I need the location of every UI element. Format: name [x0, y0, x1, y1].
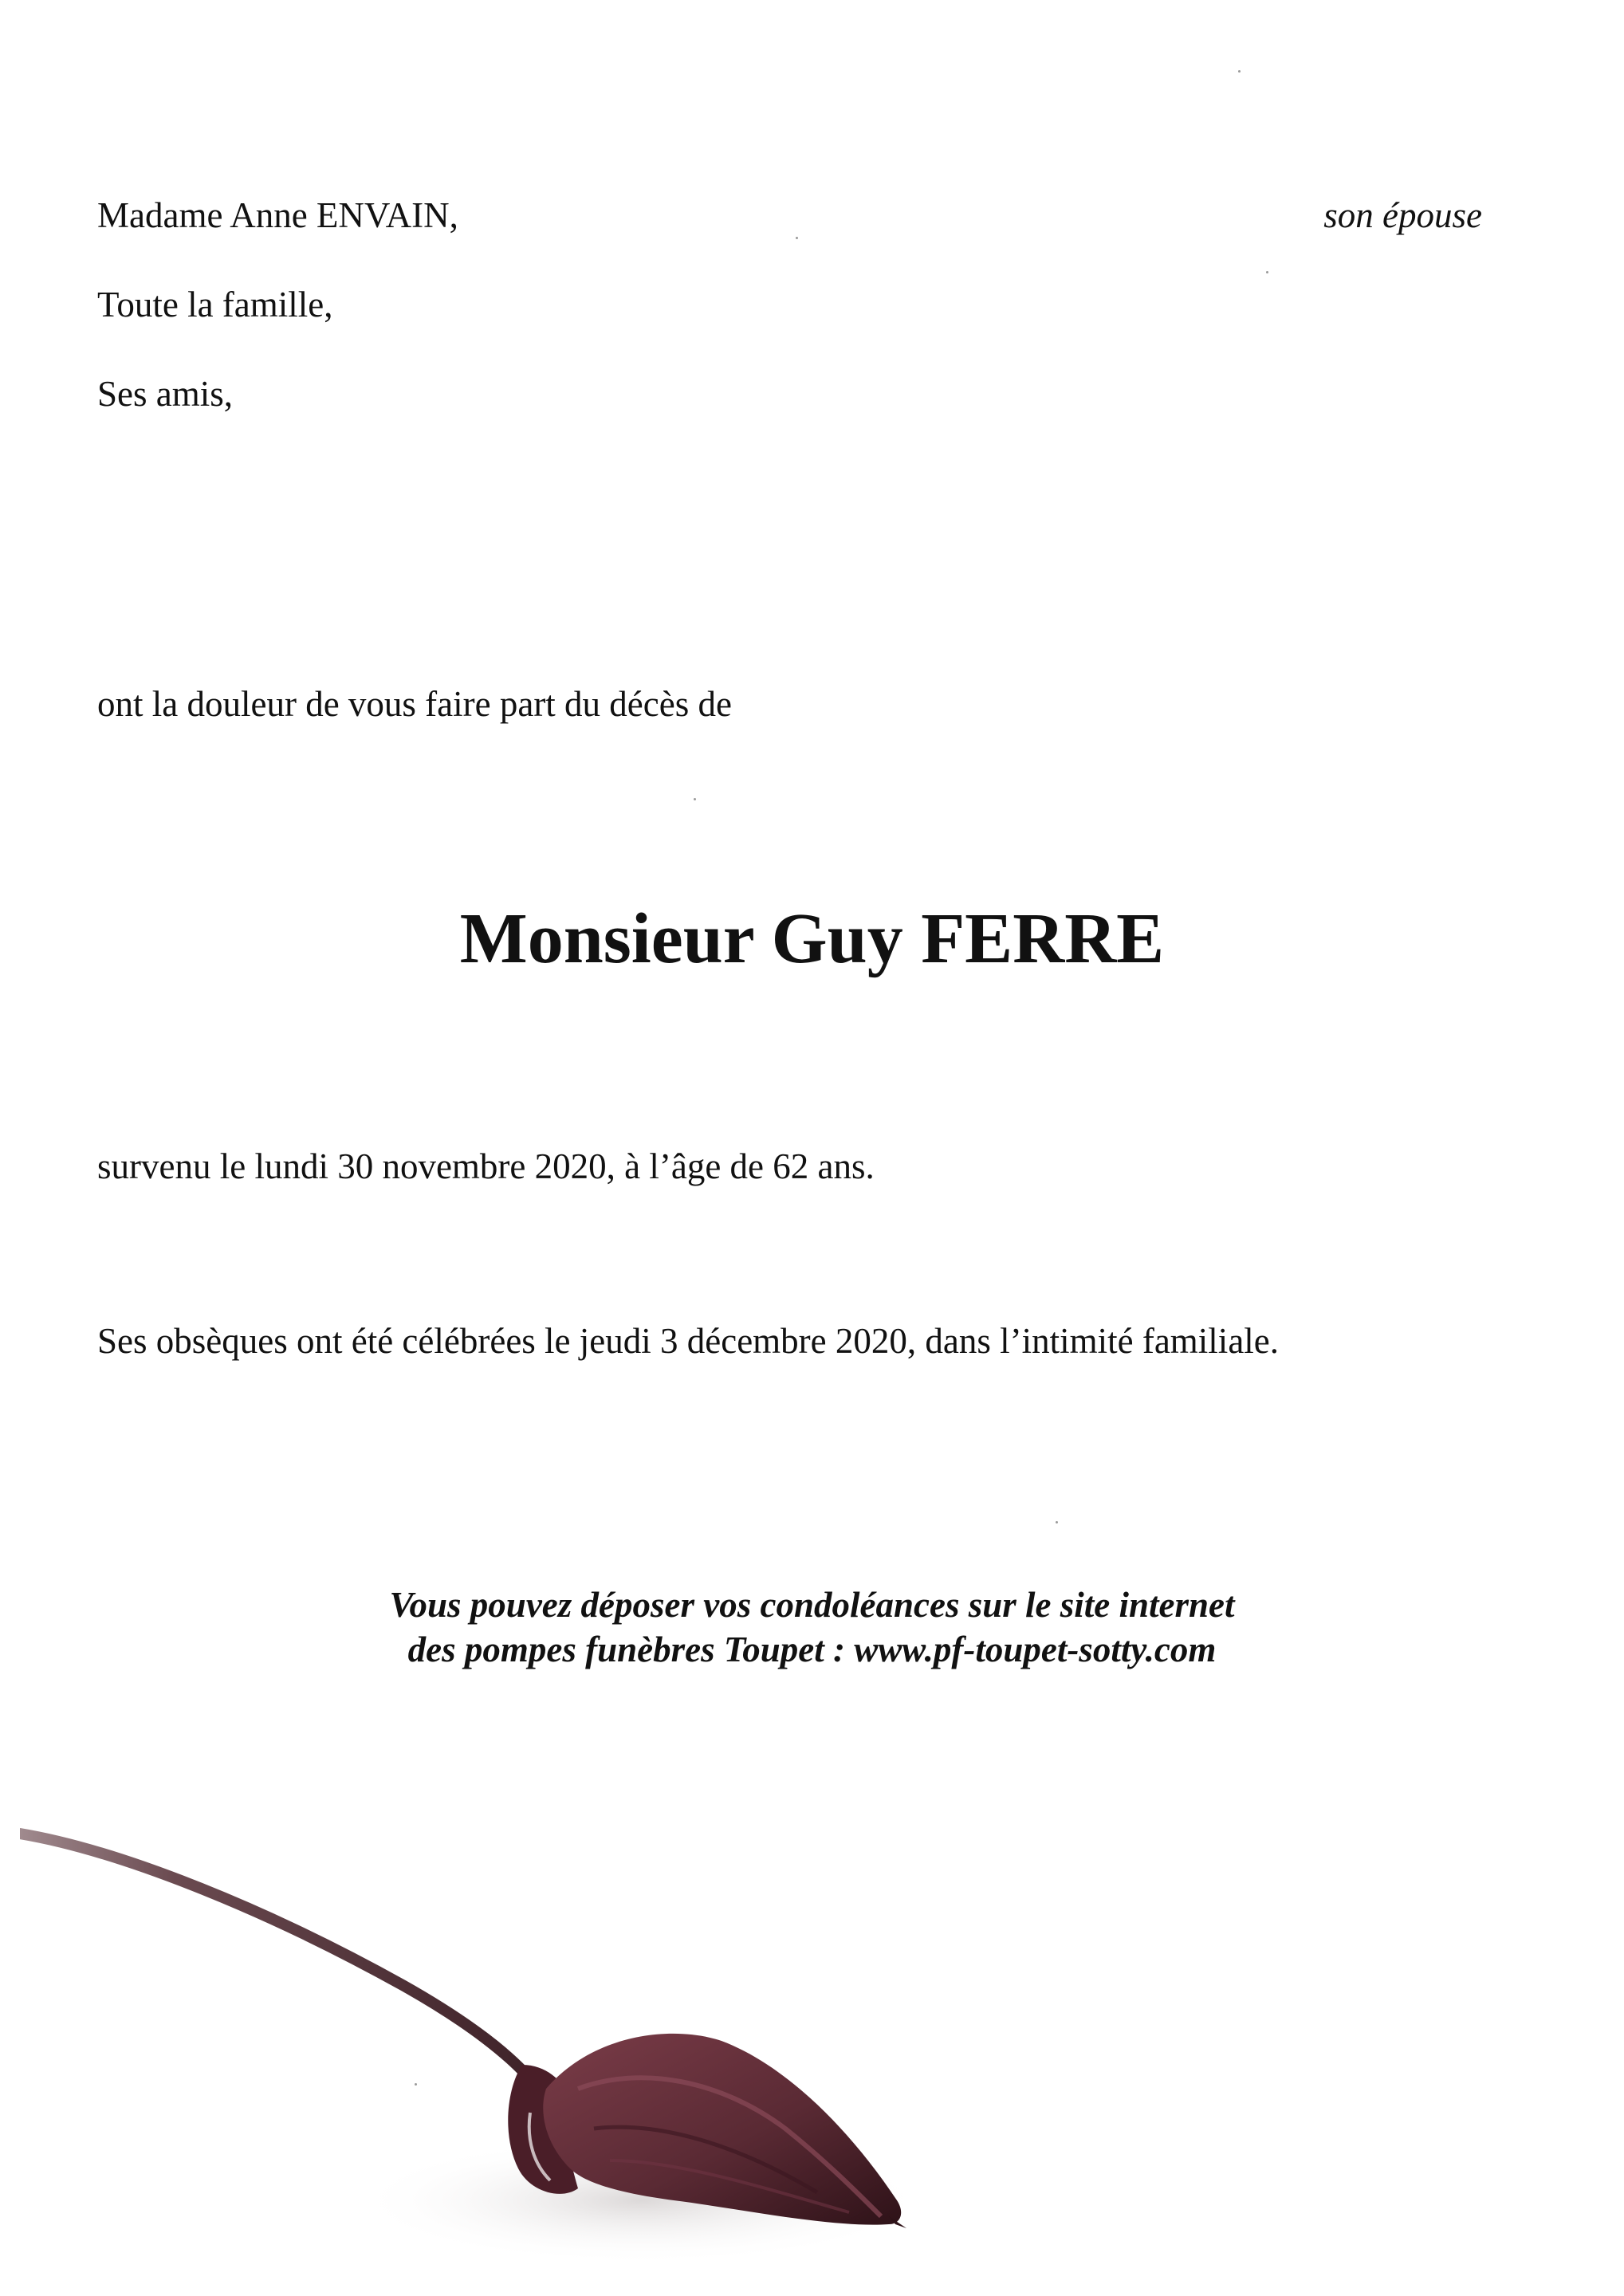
scan-speck: [694, 798, 696, 800]
family-member-friends: Ses amis,: [97, 374, 234, 414]
announcement-text: ont la douleur de vous faire part du décès de: [97, 684, 732, 724]
condolences-notice: [0, 1582, 1624, 1672]
funeral-notice: Ses obsèques ont été célébrées le jeudi 3 décembre 2020, dans l’intimité familiale.: [97, 1321, 1280, 1361]
family-member-spouse-relation: son épouse: [1323, 195, 1482, 235]
family-member-family: Toute la famille,: [97, 285, 333, 324]
scan-speck: [1266, 271, 1268, 273]
family-member-spouse-name: Madame Anne ENVAIN,: [97, 195, 458, 235]
condolences-line-2: des pompes funèbres Toupet : www.pf-toupet-sotty.com: [407, 1630, 1217, 1669]
scan-speck: [1056, 1521, 1058, 1523]
scan-speck: [796, 237, 798, 239]
scan-speck: [1238, 70, 1241, 73]
deceased-name: Monsieur Guy FERRE: [459, 899, 1165, 978]
calla-lily-flower-icon: [20, 1826, 929, 2272]
condolences-line-1: Vous pouvez déposer vos condoléances sur le site internet: [389, 1585, 1235, 1625]
death-notice: survenu le lundi 30 novembre 2020, à l’âge de 62 ans.: [97, 1146, 875, 1186]
